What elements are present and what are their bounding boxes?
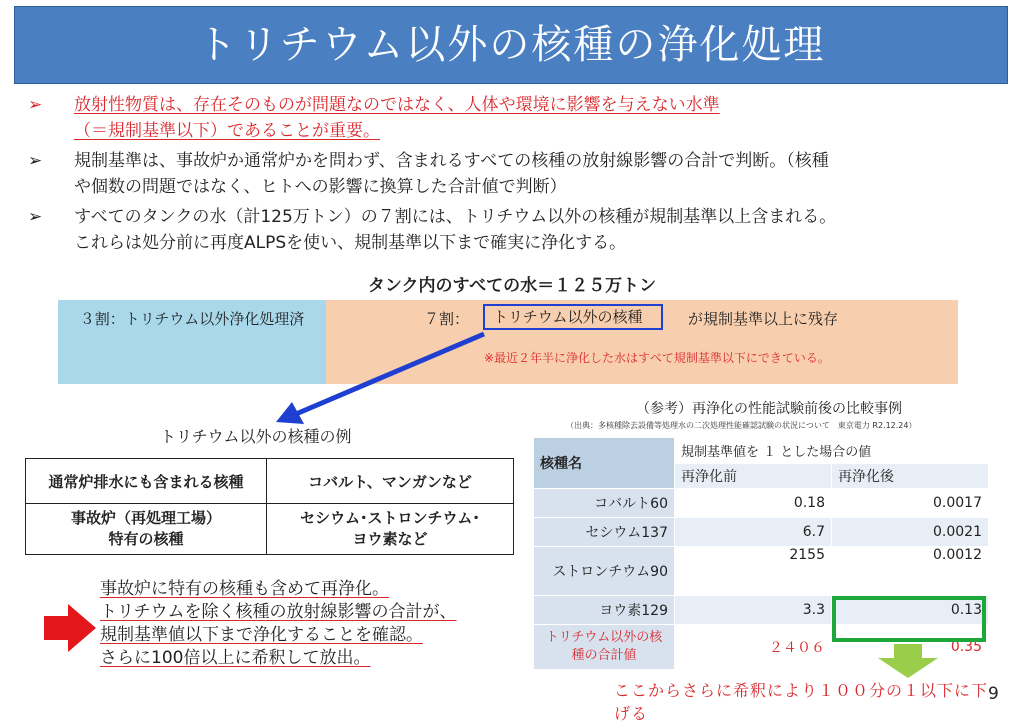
table-row <box>534 518 989 547</box>
nuclide-name: コバルト60 <box>534 489 675 518</box>
nuclide-examples-cell: セシウム･ストロンチウム･ ヨウ素など <box>267 504 514 555</box>
down-arrow-icon <box>876 644 940 680</box>
part70-prefix: ７割： <box>424 310 470 328</box>
right-arrow-icon <box>44 604 96 652</box>
conclusion-text <box>100 578 457 670</box>
dilution-note: ここからさらに希釈により１００分の１以下に下げる <box>614 681 989 723</box>
nuclide-category-cell: 通常炉排水にも含まれる核種 <box>26 459 267 504</box>
table-row <box>26 459 514 504</box>
bullet-1-line-1: 放射性物質は、存在そのものが問題なのではなく、人体や環境に影響を与えない水準 <box>74 95 720 115</box>
value-before: 0.18 <box>675 489 832 518</box>
table-row <box>26 504 514 555</box>
pointer-arrow-icon <box>270 330 490 426</box>
bullet-3-line-2: これらは処分前に再度ALPSを使い、規制基準以下まで確実に浄化する。 <box>74 233 627 253</box>
total-before: ２４０６ <box>675 625 832 670</box>
nuclide-examples-table <box>25 458 514 555</box>
value-before: 6.7 <box>675 518 832 547</box>
header-value-group: 規制基準値を １ とした場合の値 <box>675 438 989 464</box>
comparison-title: （参考）再浄化の性能試験前後の比較事例 <box>636 401 902 417</box>
bullet-2-line-2: や個数の問題ではなく、ヒトへの影響に換算した合計値で判断） <box>74 177 567 197</box>
comparison-source: （出典：多核種除去設備等処理水の二次処理性能確認試験の状況について 東京電力 R2.12.24） <box>566 421 917 430</box>
bullet-marker: ➢ <box>28 95 43 115</box>
bullet-1 <box>74 92 1004 144</box>
header-after: 再浄化後 <box>832 463 989 489</box>
part70-note: ※最近２年半に浄化した水はすべて規制基準以下にできている。 <box>484 351 830 365</box>
nuclide-examples-caption: トリチウム以外の核種の例 <box>160 427 352 446</box>
table-header-row <box>534 438 989 464</box>
value-before: 2155 <box>675 547 832 596</box>
bullet-marker: ➢ <box>28 151 43 171</box>
nuclide-name: ヨウ素129 <box>534 596 675 625</box>
after-values-highlight <box>832 596 986 642</box>
conclusion-line: 規制基準値以下まで浄化することを確認。 <box>100 625 423 645</box>
header-nuclide-name: 核種名 <box>534 438 675 489</box>
conclusion-line: 事故炉に特有の核種も含めて再浄化。 <box>100 579 389 599</box>
conclusion-line: トリチウムを除く核種の放射線影響の合計が、 <box>100 602 457 622</box>
nuclide-name: ストロンチウム90 <box>534 547 675 596</box>
header-before: 再浄化前 <box>675 463 832 489</box>
bullet-2 <box>74 148 1004 200</box>
total-after: 0.35 <box>832 625 989 670</box>
treated-30-percent-box: ３割：トリチウム以外浄化処理済 <box>58 300 326 384</box>
bullet-3-line-1: すべてのタンクの水（計125万トン）の７割には、トリチウム以外の核種が規制基準以上含まれる。 <box>74 207 837 227</box>
page-number: 9 <box>988 684 999 704</box>
bullet-1-line-2: （＝規制基準以下）であることが重要。 <box>74 121 380 141</box>
bullet-3 <box>74 204 1004 256</box>
bullet-2-line-1: 規制基準は、事故炉か通常炉かを問わず、含まれるすべての核種の放射線影響の合計で判断。（核種 <box>74 151 829 171</box>
value-after: 0.0017 <box>832 489 989 518</box>
total-name: トリチウム以外の核種の合計値 <box>534 625 675 670</box>
bullet-marker: ➢ <box>28 207 43 227</box>
part70-suffix: が規制基準以上に残存 <box>688 310 839 328</box>
nuclide-name: セシウム137 <box>534 518 675 547</box>
value-after: 0.0012 <box>832 547 989 596</box>
table-row <box>534 489 989 518</box>
table-row <box>534 547 989 596</box>
nuclide-category-cell: 事故炉（再処理工場） 特有の核種 <box>26 504 267 555</box>
nuclide-examples-cell: コバルト、マンガンなど <box>267 459 514 504</box>
part70-highlight-nuclides: トリチウム以外の核種 <box>483 304 663 330</box>
conclusion-line: さらに100倍以上に希釈して放出。 <box>100 648 371 668</box>
value-after: 0.13 <box>832 596 989 625</box>
slide-title: トリチウム以外の核種の浄化処理 <box>14 6 1008 84</box>
tank-heading: タンク内のすべての水＝１２５万トン <box>367 276 657 296</box>
value-after: 0.0021 <box>832 518 989 547</box>
value-before: 3.3 <box>675 596 832 625</box>
